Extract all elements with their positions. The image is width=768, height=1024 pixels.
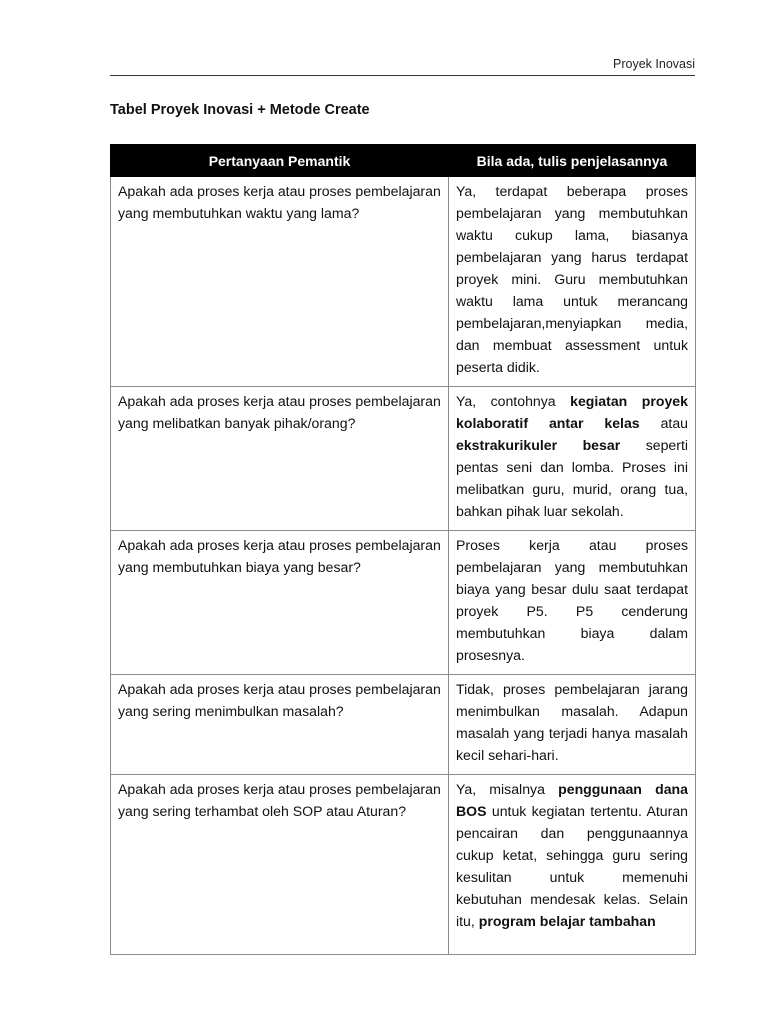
column-header-explanation: Bila ada, tulis penjelasannya	[449, 145, 696, 177]
answer-text: Ya, terdapat beberapa proses pembelajaran yang membutuhkan waktu cukup lama, biasanya pembelajaran yang harus terdapat proyek mini. Guru membutuhkan waktu lama untuk merancang pembelajaran,menyiapkan media, dan membuat assessment untuk peserta didik.	[456, 183, 688, 375]
answer-bold-text: penggunaan dana BOS	[456, 781, 688, 819]
answer-cell	[449, 775, 696, 955]
table-row	[111, 387, 696, 531]
question-cell: Apakah ada proses kerja atau proses pembelajaran yang sering terhambat oleh SOP atau Aturan?	[111, 775, 449, 955]
answer-text: Tidak, proses pembelajaran jarang menimbulkan masalah. Adapun masalah yang terjadi hanya masalah kecil sehari-hari.	[456, 681, 688, 763]
question-cell: Apakah ada proses kerja atau proses pembelajaran yang membutuhkan biaya yang besar?	[111, 531, 449, 675]
answer-bold-text: program belajar tambahan	[478, 913, 656, 929]
answer-text: atau	[639, 415, 688, 431]
answer-bold-text: ekstrakurikuler besar	[456, 437, 621, 453]
document-title: Tabel Proyek Inovasi + Metode Create	[110, 102, 370, 118]
answer-text: seperti pentas seni dan lomba. Proses ini melibatkan guru, murid, orang tua, bahkan pihak luar sekolah.	[456, 437, 688, 519]
table-row	[111, 675, 696, 775]
answer-cell	[449, 387, 696, 531]
running-header: Proyek Inovasi	[613, 57, 695, 71]
table-row	[111, 177, 696, 387]
question-cell: Apakah ada proses kerja atau proses pembelajaran yang membutuhkan waktu yang lama?	[111, 177, 449, 387]
answer-text: untuk kegiatan tertentu. Aturan pencairan dan penggunaannya cukup ketat, sehingga guru sering kesulitan untuk memenuhi kebutuhan mendesak kelas. Selain itu,	[456, 803, 688, 929]
answer-text: Ya, misalnya	[456, 781, 559, 797]
question-cell: Apakah ada proses kerja atau proses pembelajaran yang sering menimbulkan masalah?	[111, 675, 449, 775]
answer-text: Proses kerja atau proses pembelajaran yang membutuhkan biaya yang besar dulu saat terdapat proyek P5. P5 cenderung membutuhkan biaya dalam prosesnya.	[456, 537, 688, 663]
innovation-table	[110, 144, 696, 955]
header-rule	[110, 75, 695, 76]
question-cell: Apakah ada proses kerja atau proses pembelajaran yang melibatkan banyak pihak/orang?	[111, 387, 449, 531]
column-header-question: Pertanyaan Pemantik	[111, 145, 449, 177]
table-row	[111, 775, 696, 955]
table-row	[111, 531, 696, 675]
answer-bold-text: kegiatan proyek kolaboratif antar kelas	[456, 393, 688, 431]
answer-text: Ya, contohnya	[456, 393, 571, 409]
answer-cell	[449, 531, 696, 675]
answer-cell	[449, 675, 696, 775]
answer-cell	[449, 177, 696, 387]
table-header-row	[111, 145, 696, 177]
